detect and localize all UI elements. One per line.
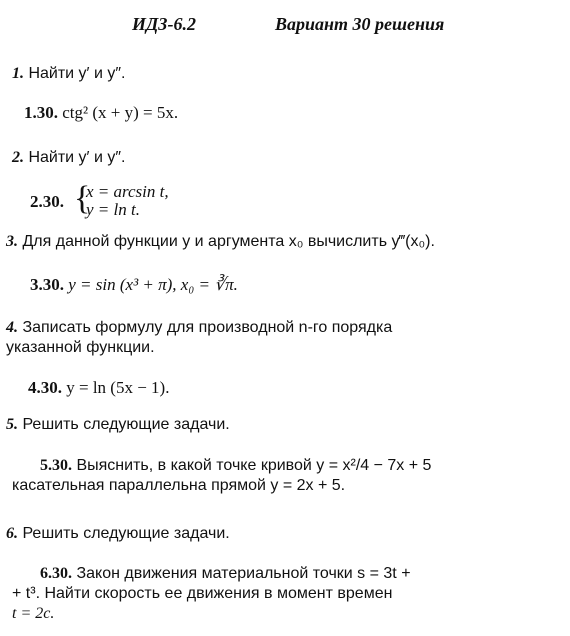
problem-4-30 bbox=[28, 378, 169, 398]
task-5-text: Решить следующие задачи. bbox=[22, 416, 230, 433]
task-4-heading bbox=[6, 318, 392, 338]
task-6-number: 6. bbox=[6, 525, 18, 542]
task-1-heading bbox=[12, 64, 126, 84]
problem-1-number: 1.30. bbox=[24, 103, 58, 122]
problem-3-formula: y = sin (x³ + π), x₀ = ∛π. bbox=[68, 275, 238, 294]
problem-6-line-1 bbox=[40, 564, 411, 584]
task-4-text-line-1: Записать формулу для производной n-го порядка bbox=[22, 319, 393, 336]
task-2-text: Найти y′ и y″. bbox=[28, 149, 126, 166]
task-3-heading bbox=[6, 232, 435, 252]
task-6-text: Решить следующие задачи. bbox=[22, 525, 230, 542]
system-brace: { bbox=[74, 180, 91, 217]
variant-title: Вариант 30 решения bbox=[275, 14, 445, 34]
problem-1-formula: ctg² (x + y) = 5x. bbox=[62, 103, 179, 122]
problem-6-text-1: Закон движения материальной точки s = 3t + bbox=[76, 565, 411, 582]
problem-1-30 bbox=[24, 103, 178, 123]
task-4-number: 4. bbox=[6, 319, 18, 336]
problem-2-line-2: y = ln t. bbox=[86, 200, 140, 219]
task-1-text: Найти y′ и y″. bbox=[28, 65, 126, 82]
task-5-number: 5. bbox=[6, 416, 18, 433]
problem-5-text-1: Выяснить, в какой точке кривой y = x²/4 − 7x + 5 bbox=[76, 457, 432, 474]
problem-2-line-1: x = arcsin t, bbox=[86, 182, 169, 201]
task-2-heading bbox=[12, 148, 126, 168]
task-4-text-line-2: указанной функции. bbox=[6, 339, 155, 356]
problem-6-line-2: + t³. Найти скорость ее движения в момент времен bbox=[12, 585, 393, 602]
task-5-heading bbox=[6, 415, 230, 435]
problem-5-number: 5.30. bbox=[40, 457, 72, 474]
document-id: ИДЗ-6.2 bbox=[132, 14, 196, 34]
task-3-text: Для данной функции y и аргумента x₀ вычислить y‴(x₀). bbox=[22, 233, 435, 250]
problem-5-line-2: касательная параллельна прямой y = 2x + 5. bbox=[12, 477, 346, 494]
problem-6-line-3: t = 2c. bbox=[12, 605, 55, 622]
problem-3-30 bbox=[30, 275, 238, 295]
problem-4-formula: y = ln (5x − 1). bbox=[66, 378, 170, 397]
task-1-number: 1. bbox=[12, 65, 24, 82]
problem-5-line-1 bbox=[40, 456, 431, 476]
task-6-heading bbox=[6, 524, 230, 544]
task-3-number: 3. bbox=[6, 233, 18, 250]
problem-3-number: 3.30. bbox=[30, 275, 64, 294]
problem-2-number: 2.30. bbox=[30, 192, 64, 211]
problem-4-number: 4.30. bbox=[28, 378, 62, 397]
problem-6-number: 6.30. bbox=[40, 565, 72, 582]
task-2-number: 2. bbox=[12, 149, 24, 166]
